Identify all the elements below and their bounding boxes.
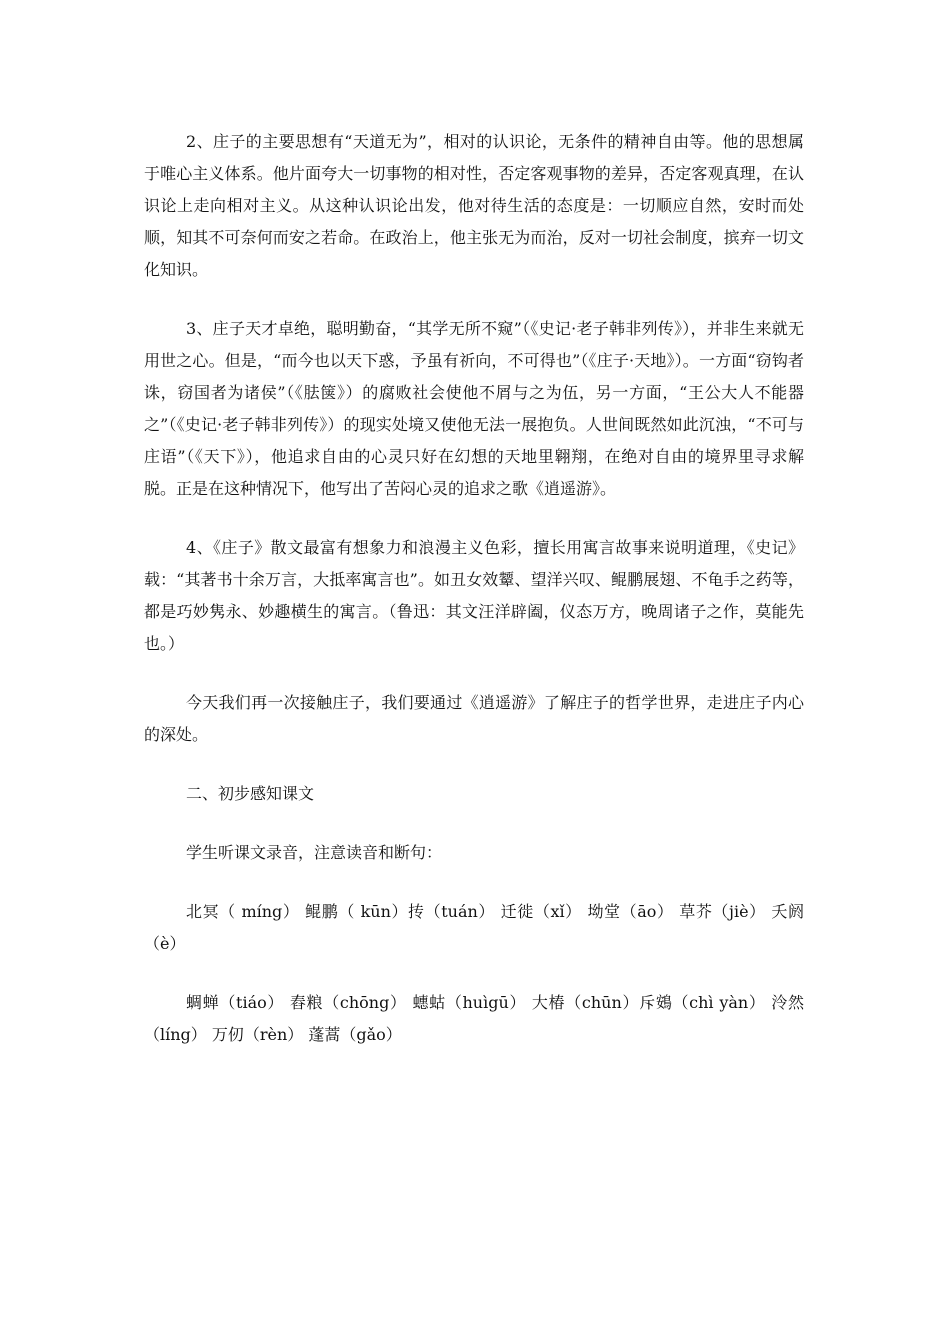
paragraph-gap [144,286,804,313]
paragraph-gap [144,810,804,837]
paragraph-gap [144,960,804,987]
section-heading: 二、初步感知课文 [186,784,315,803]
paragraph-zhuangzi-life: 3、庄子天才卓绝，聪明勤奋，“其学无所不窥”（《史记·老子韩非列传》），并非生来就无用世之心。但是，“而今也以天下惑，予虽有祈向，不可得也”（《庄子·天地》）。一方面“窃钩者诛，窃国者为诸侯”（《胠箧》）的腐败社会使他不屑与之为伍，另一方面，“王公大人不能器之”（《史记·老子韩非列传》）的现实处境又使他无法一展抱负。人世间既然如此沉浊，“不可与庄语”（《天下》），他追求自由的心灵只好在幻想的天地里翱翔，在绝对自由的境界里寻求解脱。正是在这种情况下，他写出了苦闷心灵的追求之歌《逍遥游》。 [144,319,804,498]
paragraph-gap [144,505,804,532]
instruction-text: 学生听课文录音，注意读音和断句： [186,843,443,862]
paragraph-gap [144,869,804,896]
paragraph-zhuangzi-prose: 4、《庄子》散文最富有想象力和浪漫主义色彩，擅长用寓言故事来说明道理，《史记》载：“其著书十余万言，大抵率寓言也”。如丑女效颦、望洋兴叹、鲲鹏展翅、不龟手之药等，都是巧妙隽永、妙趣横生的寓言。（鲁迅：其文汪洋辟阖，仪态万方，晚周诸子之作，莫能先也。） [144,538,804,653]
paragraph-zhuangzi-thought: 2、庄子的主要思想有“天道无为”，相对的认识论，无条件的精神自由等。他的思想属于唯心主义体系。他片面夸大一切事物的相对性，否定客观事物的差异，否定客观真理，在认识论上走向相对主义。从这种认识论出发，他对待生活的态度是：一切顺应自然，安时而处顺，知其不可奈何而安之若命。在政治上，他主张无为而治，反对一切社会制度，摈弃一切文化知识。 [144,132,804,279]
pronunciation-list-2: 蜩蝉（tiáo） 舂粮（chōng） 蟪蛄（huìgū） 大椿（chūn）斥鴳（chì yàn） 泠然（líng） 万仞（rèn） 蓬蒿（gǎo） [144,993,804,1044]
paragraph-gap [144,751,804,778]
paragraph-gap [144,660,804,687]
paragraph-intro: 今天我们再一次接触庄子，我们要通过《逍遥游》了解庄子的哲学世界，走进庄子内心的深处。 [144,693,804,744]
pronunciation-list-1: 北冥（ míng） 鲲鹏（ kūn）抟（tuán） 迁徙（xǐ） 坳堂（āo） 草芥（jiè） 夭阏（è） [144,902,804,953]
document-body [144,126,804,1051]
